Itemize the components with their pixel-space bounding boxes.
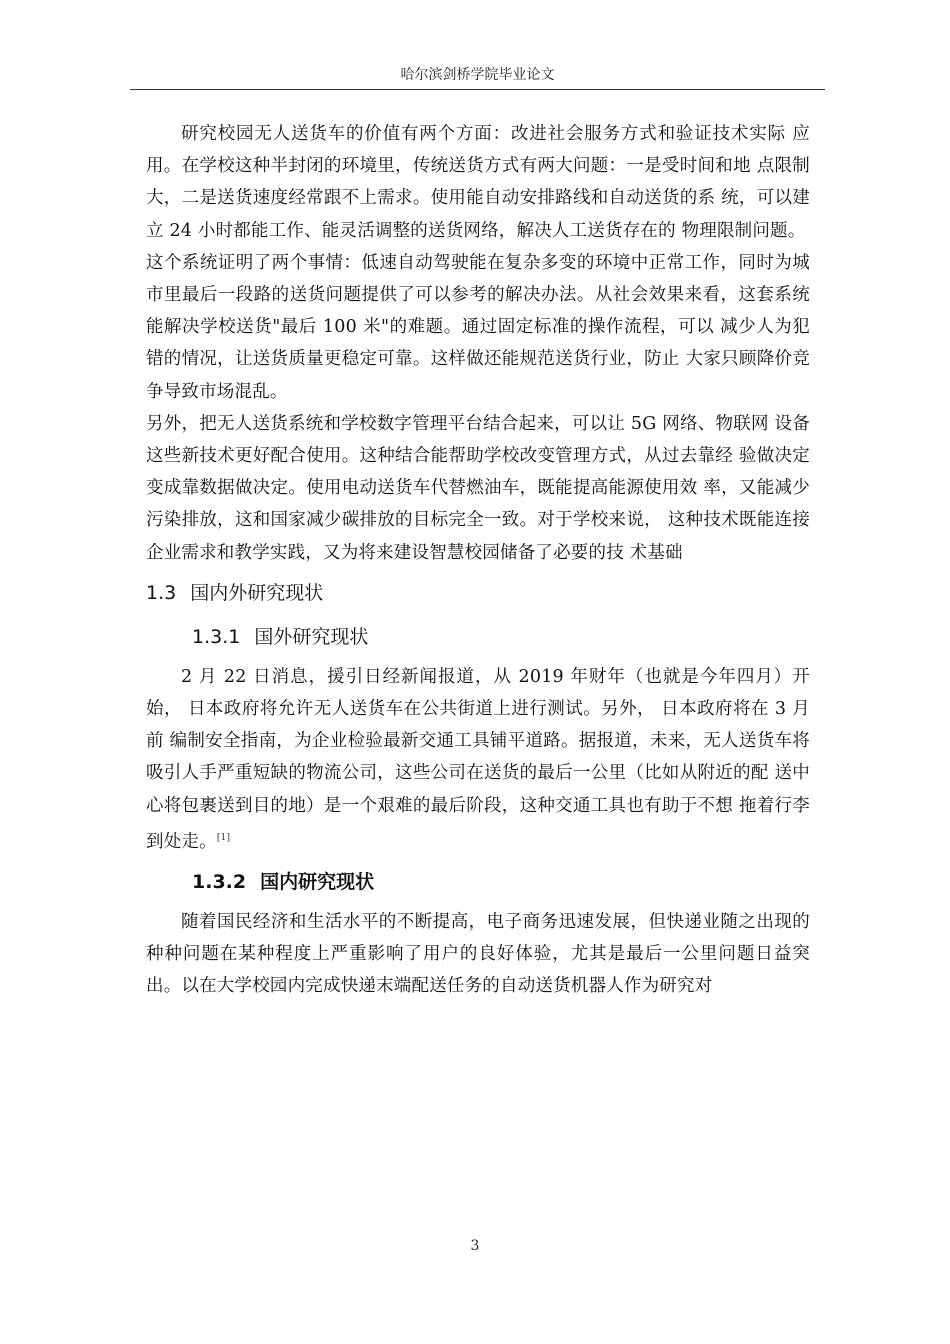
page-body <box>146 118 810 1003</box>
paragraph-foreign-research <box>146 661 810 858</box>
paragraph-foreign-text: 2 月 22 日消息，援引日经新闻报道，从 2019 年财年（也就是今年四月）开始， 日本政府将允许无人送货车在公共街道上进行测试。另外， 日本政府将在 3 月前 编制安全指南，为企业检验最新交通工具铺平道路。据报道，未来，无人送货车将 吸引人手严重短缺的物流公司，这些公司在送货的最后一公里（比如从附近的配 送中心将包裹送到目的地）是一个艰难的最后阶段，这种交通工具也有助于不想 拖着行李到处走。 <box>146 666 810 852</box>
subsection-title: 国外研究现状 <box>254 625 369 648</box>
page-number: 3 <box>470 1238 480 1254</box>
section-title: 国内外研究现状 <box>190 581 324 604</box>
section-heading-1-3 <box>146 573 810 613</box>
subsection-heading-1-3-1 <box>192 617 810 657</box>
subsection-number: 1.3.2 <box>192 870 247 893</box>
subsection-heading-1-3-2 <box>192 862 810 902</box>
section-number: 1.3 <box>146 581 177 604</box>
header-title: 哈尔滨剑桥学院毕业论文 <box>400 67 555 83</box>
citation-marker: [1] <box>216 832 231 843</box>
paragraph-proof: 这个系统证明了两个事情：低速自动驾驶能在复杂多变的环境中正常工作，同时为城市里最后一段路的送货问题提供了可以参考的解决办法。从社会效果来看，这套系统能解决学校送货"最后 100 米"的难题。通过固定标准的操作流程，可以 减少人为犯错的情况，让送货质量更稳定可靠。这样做还能规范送货行业，防止 大家只顾降价竞争导致市场混乱。 <box>146 252 810 402</box>
subsection-number: 1.3.1 <box>192 625 241 648</box>
paragraph-integration: 另外，把无人送货系统和学校数字管理平台结合起来，可以让 5G 网络、物联网 设备这些新技术更好配合使用。这种结合能帮助学校改变管理方式，从过去靠经 验做决定变成靠数据做决定。使用电动送货车代替燃油车，既能提高能源使用效 率，又能减少污染排放，这和国家减少碳排放的目标完全一致。对于学校来说， 这种技术既能连接企业需求和教学实践，又为将来建设智慧校园储备了必要的技 术基础 <box>146 413 810 563</box>
paragraph-value: 研究校园无人送货车的价值有两个方面：改进社会服务方式和验证技术实际 应用。在学校这种半封闭的环境里，传统送货方式有两大问题：一是受时间和地 点限制大，二是送货速度经常跟不上需求。使用能自动安排路线和自动送货的系 统，可以建立 24 小时都能工作、能灵活调整的送货网络，解决人工送货存在的 物理限制问题。 <box>146 124 810 241</box>
paragraph-domestic-research: 随着国民经济和生活水平的不断提高，电子商务迅速发展，但快递业随之出现的种种问题在某种程度上严重影响了用户的良好体验，尤其是最后一公里问题日益突出。以在大学校园内完成快递末端配送任务的自动送货机器人作为研究对 <box>146 911 810 997</box>
subsection-title: 国内研究现状 <box>260 870 375 893</box>
page-header <box>130 64 825 90</box>
